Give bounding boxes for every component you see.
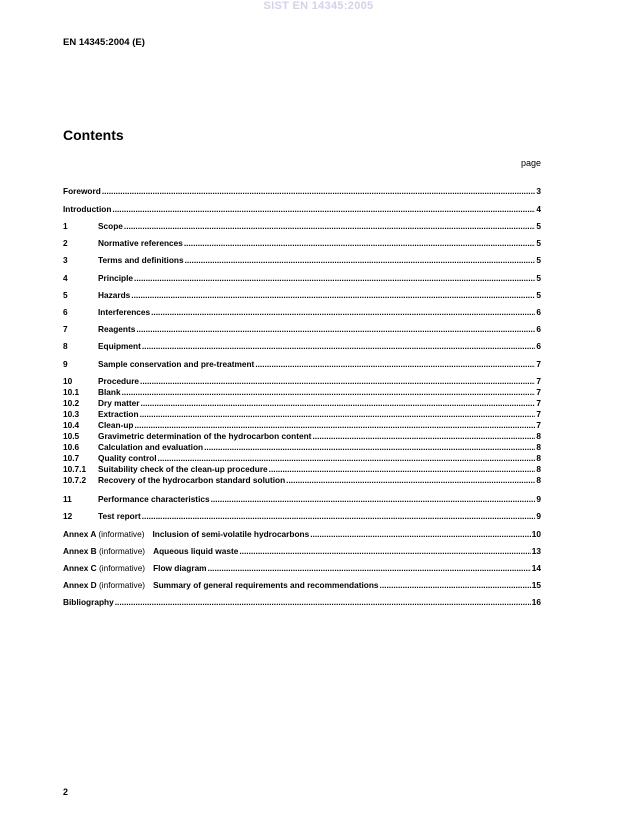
- toc-entry-annex-d[interactable]: [63, 580, 541, 591]
- toc-entry-page: 7: [536, 420, 541, 430]
- toc-entry-title: Hazards: [98, 290, 131, 300]
- toc-entry-page: 5: [536, 221, 541, 231]
- dot-leader: [151, 307, 535, 318]
- toc-entry-title: Equipment: [98, 341, 141, 351]
- dot-leader: [140, 409, 536, 420]
- toc-entry-page: 5: [536, 290, 541, 300]
- toc-entry-10-5[interactable]: [63, 431, 541, 442]
- toc-entry-10-2[interactable]: [63, 398, 541, 409]
- toc-entry-title: Introduction: [63, 204, 112, 214]
- annex-letter: Annex C: [63, 563, 97, 573]
- toc-entry-title: Summary of general requirements and recommendations: [153, 580, 379, 590]
- document-id: EN 14345:2004 (E): [63, 37, 145, 48]
- dot-leader: [142, 341, 536, 352]
- toc-entry-page: 6: [536, 324, 541, 334]
- dot-leader: [158, 453, 536, 464]
- toc-entry-title: Terms and definitions: [98, 255, 184, 265]
- toc-entry-number: 10.3: [63, 409, 80, 419]
- toc-entry-10-4[interactable]: [63, 420, 541, 431]
- toc-entry-number: 5: [63, 290, 68, 300]
- toc-entry-number: 3: [63, 255, 68, 265]
- toc-entry-number: 10.5: [63, 431, 80, 441]
- toc-entry-number: 10.7.1: [63, 464, 87, 474]
- toc-entry-title: Quality control: [98, 453, 157, 463]
- toc-entry-3[interactable]: [63, 255, 541, 266]
- dot-leader: [141, 398, 536, 409]
- toc-entry-number: 10.7.2: [63, 475, 87, 485]
- toc-entry-page: 7: [536, 409, 541, 419]
- toc-entry-number: 4: [63, 273, 68, 283]
- toc-entry-number: 10.2: [63, 398, 80, 408]
- toc-entry-page: 16: [531, 597, 541, 607]
- toc-entry-number: 7: [63, 324, 68, 334]
- toc-entry-4[interactable]: [63, 273, 541, 284]
- toc-entry-page: 7: [536, 387, 541, 397]
- dot-leader: [112, 204, 535, 215]
- toc-entry-11[interactable]: [63, 494, 541, 505]
- toc-entry-annex-a[interactable]: [63, 529, 541, 540]
- toc-entry-number: 9: [63, 359, 68, 369]
- dot-leader: [380, 580, 531, 591]
- annex-letter: Annex A: [63, 529, 97, 539]
- toc-entry-annex-c[interactable]: [63, 563, 541, 574]
- annex-type: (informative): [98, 580, 146, 590]
- toc-entry-title: Reagents: [98, 324, 136, 334]
- toc-entry-title: Interferences: [98, 307, 151, 317]
- toc-entry-title: Procedure: [98, 376, 140, 386]
- toc-entry-page: 7: [536, 359, 541, 369]
- toc-entry-page: 8: [536, 442, 541, 452]
- toc-entry-10-3[interactable]: [63, 409, 541, 420]
- toc-entry-page: 9: [536, 511, 541, 521]
- toc-entry-page: 8: [536, 453, 541, 463]
- toc-annex-label: [63, 580, 145, 591]
- toc-entry-10[interactable]: [63, 376, 541, 387]
- toc-entry-page: 6: [536, 307, 541, 317]
- toc-entry-number: 6: [63, 307, 68, 317]
- dot-leader: [124, 221, 535, 232]
- toc-entry-page: 5: [536, 238, 541, 248]
- page-column-label: page: [520, 158, 541, 168]
- toc-entry-page: 7: [536, 398, 541, 408]
- dot-leader: [312, 431, 535, 442]
- toc-entry-number: 11: [63, 494, 72, 504]
- toc-entry-10-7-1[interactable]: [63, 464, 541, 475]
- toc-entry-6[interactable]: [63, 307, 541, 318]
- dot-leader: [184, 238, 536, 249]
- annex-letter: Annex D: [63, 580, 97, 590]
- toc-entry-page: 3: [536, 186, 541, 196]
- toc-entry-title: Gravimetric determination of the hydrocarbon content: [98, 431, 312, 441]
- dot-leader: [134, 273, 535, 284]
- toc-annex-label: [63, 563, 145, 574]
- toc-entry-page: 10: [531, 529, 541, 539]
- toc-entry-number: 1: [63, 221, 68, 231]
- watermark: SIST EN 14345:2005: [263, 0, 374, 12]
- toc-entry-10-6[interactable]: [63, 442, 541, 453]
- toc-annex-label: [63, 529, 144, 540]
- dot-leader: [140, 376, 535, 387]
- dot-leader: [142, 511, 536, 522]
- dot-leader: [204, 442, 535, 453]
- toc-entry-number: 12: [63, 511, 73, 521]
- toc-entry-page: 8: [536, 431, 541, 441]
- dot-leader: [239, 546, 530, 557]
- toc-entry-page: 5: [536, 273, 541, 283]
- toc-entry-number: 10.4: [63, 420, 80, 430]
- annex-type: (informative): [98, 546, 146, 556]
- toc-entry-page: 8: [536, 464, 541, 474]
- toc-entry-title: Foreword: [63, 186, 101, 196]
- toc-entry-5[interactable]: [63, 290, 541, 301]
- toc-entry-title: Normative references: [98, 238, 183, 248]
- toc-entry-7[interactable]: [63, 324, 541, 335]
- toc-entry-title: Blank: [98, 387, 121, 397]
- dot-leader: [310, 529, 531, 540]
- dot-leader: [122, 387, 536, 398]
- toc-entry-title: Clean-up: [98, 420, 134, 430]
- dot-leader: [135, 420, 536, 431]
- toc-entry-annex-b[interactable]: [63, 546, 541, 557]
- toc-entry-10-7[interactable]: [63, 453, 541, 464]
- toc-entry-title: Scope: [98, 221, 123, 231]
- toc-entry-number: 10.1: [63, 387, 80, 397]
- toc-entry-page: 13: [531, 546, 541, 556]
- dot-leader: [269, 464, 536, 475]
- annex-letter: Annex B: [63, 546, 97, 556]
- dot-leader: [208, 563, 531, 574]
- toc-entry-page: 8: [536, 475, 541, 485]
- toc-entry-number: 10.7: [63, 453, 80, 463]
- toc-entry-title: Calculation and evaluation: [98, 442, 204, 452]
- dot-leader: [115, 597, 531, 608]
- dot-leader: [102, 186, 536, 197]
- toc-entry-title: Aqueous liquid waste: [153, 546, 239, 556]
- toc-entry-title: Extraction: [98, 409, 139, 419]
- toc-entry-title: Recovery of the hydrocarbon standard solution: [98, 475, 286, 485]
- toc-entry-page: 15: [531, 580, 541, 590]
- toc-entry-10-1[interactable]: [63, 387, 541, 398]
- toc-entry-page: 7: [536, 376, 541, 386]
- toc-annex-label: [63, 546, 145, 557]
- dot-leader: [185, 255, 536, 266]
- toc-entry-9[interactable]: [63, 359, 541, 370]
- toc-entry-page: 6: [536, 341, 541, 351]
- toc-entry-title: Flow diagram: [153, 563, 207, 573]
- toc-entry-page: 9: [536, 494, 541, 504]
- dot-leader: [136, 324, 535, 335]
- page-number: 2: [63, 787, 69, 797]
- toc-entry-page: 5: [536, 255, 541, 265]
- toc-entry-number: 10.6: [63, 442, 80, 452]
- toc-entry-1[interactable]: [63, 221, 541, 232]
- dot-leader: [286, 475, 535, 486]
- annex-type: (informative): [98, 529, 145, 539]
- toc-entry-number: 10: [63, 376, 73, 386]
- toc-entry-page: 14: [531, 563, 541, 573]
- dot-leader: [131, 290, 535, 301]
- toc-entry-introduction[interactable]: [63, 204, 541, 215]
- toc-entry-title: Principle: [98, 273, 134, 283]
- toc-entry-title: Inclusion of semi-volatile hydrocarbons: [152, 529, 310, 539]
- toc-entry-title: Test report: [98, 511, 141, 521]
- contents-heading: Contents: [63, 127, 124, 143]
- toc-entry-number: 2: [63, 238, 68, 248]
- annex-type: (informative): [98, 563, 146, 573]
- toc-entry-title: Suitability check of the clean-up procedure: [98, 464, 268, 474]
- toc-entry-title: Sample conservation and pre-treatment: [98, 359, 255, 369]
- toc-entry-title: Bibliography: [63, 597, 114, 607]
- toc-entry-10-7-2[interactable]: [63, 475, 541, 486]
- toc-entry-title: Dry matter: [98, 398, 140, 408]
- toc-entry-page: 4: [536, 204, 541, 214]
- toc-entry-number: 8: [63, 341, 68, 351]
- dot-leader: [211, 494, 536, 505]
- toc-entry-8[interactable]: [63, 341, 541, 352]
- toc-entry-bibliography[interactable]: [63, 597, 541, 608]
- toc-entry-foreword[interactable]: [63, 186, 541, 197]
- toc-entry-12[interactable]: [63, 511, 541, 522]
- dot-leader: [255, 359, 535, 370]
- toc-entry-title: Performance characteristics: [98, 494, 210, 504]
- toc-entry-2[interactable]: [63, 238, 541, 249]
